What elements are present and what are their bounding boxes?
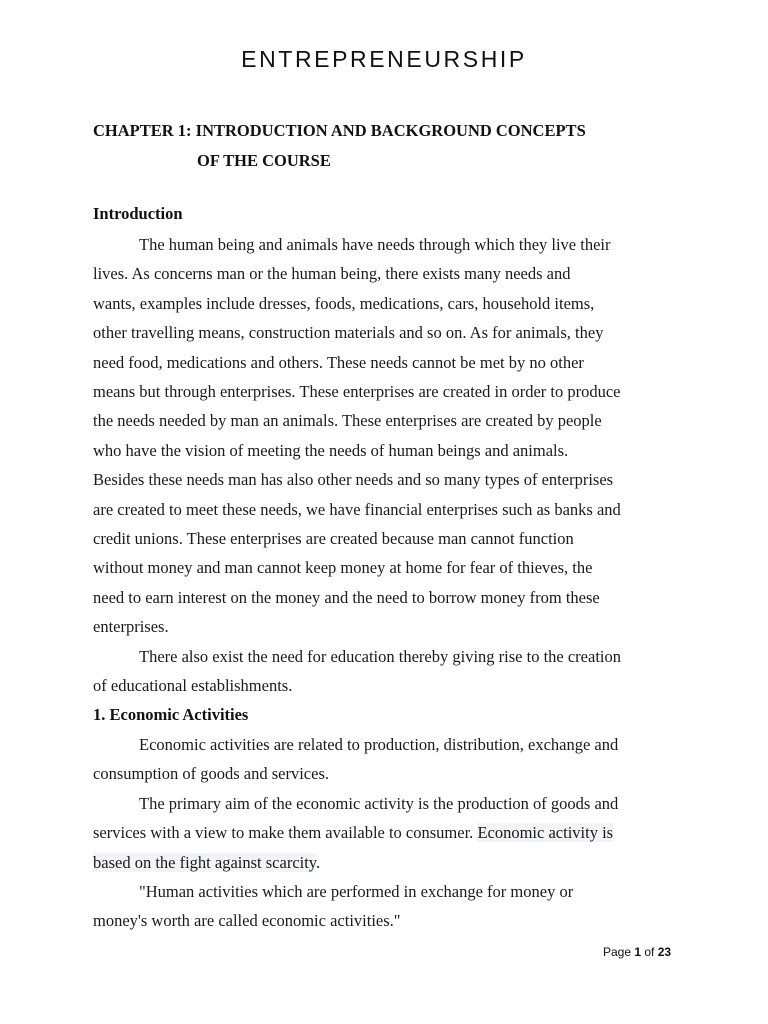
text-line: The human being and animals have needs through which they live their — [139, 235, 611, 254]
highlighted-text: based on the fight against scarcity — [93, 852, 316, 872]
text-line: wants, examples include dresses, foods, medications, cars, household items, — [93, 293, 595, 313]
text-line: need food, medications and others. These needs cannot be met by no other — [93, 352, 584, 372]
text-line: consumption of goods and services. — [93, 764, 330, 784]
text-line: Besides these needs man has also other needs and so many types of enterprises — [93, 470, 614, 490]
text-line: money's worth are called economic activities." — [93, 911, 401, 931]
introduction-heading: Introduction — [93, 204, 183, 223]
text-line: means but through enterprises. These enterprises are created in order to produce — [93, 382, 621, 402]
chapter-heading — [93, 116, 586, 175]
text-line: Economic activities are related to production, distribution, exchange and — [139, 735, 619, 754]
text-line: credit unions. These enterprises are created because man cannot function — [93, 529, 574, 549]
economic-activities-quote — [93, 877, 683, 936]
text-line: the needs needed by man an animals. These enterprises are created by people — [93, 411, 602, 431]
current-page-number: 1 — [634, 945, 642, 959]
chapter-heading-line-1: CHAPTER 1: INTRODUCTION AND BACKGROUND CONCEPTS — [93, 121, 586, 140]
chapter-heading-line-2: OF THE COURSE — [197, 150, 331, 170]
economic-activities-heading: 1. Economic Activities — [93, 705, 249, 724]
introduction-paragraph-2 — [93, 642, 683, 701]
text-line: services with a view to make them available to consumer. Economic activity is — [93, 823, 614, 843]
text-line: There also exist the need for education thereby giving rise to the creation — [139, 647, 621, 666]
highlighted-text: Economic activity is — [477, 823, 614, 843]
introduction-paragraph-1 — [93, 230, 683, 642]
text-line: The primary aim of the economic activity is the production of goods and — [139, 794, 619, 813]
text-line: other travelling means, construction materials and so on. As for animals, they — [93, 323, 604, 343]
text-line: lives. As concerns man or the human being, there exists many needs and — [93, 264, 571, 284]
total-page-count: 23 — [657, 945, 672, 959]
text-line: enterprises. — [93, 617, 169, 637]
text-line: need to earn interest on the money and the need to borrow money from these — [93, 587, 600, 607]
economic-activities-paragraph-2 — [93, 789, 683, 877]
text-line: based on the fight against scarcity. — [93, 852, 321, 872]
text-line: without money and man cannot keep money at home for fear of thieves, the — [93, 558, 593, 578]
text-line: are created to meet these needs, we have financial enterprises such as banks and — [93, 499, 621, 519]
economic-activities-paragraph-1 — [93, 730, 683, 789]
document-title: ENTREPRENEURSHIP — [241, 46, 527, 72]
text-line: "Human activities which are performed in exchange for money or — [139, 882, 574, 901]
text-line: of educational establishments. — [93, 676, 293, 696]
page-number-footer: Page 1 of 23 — [603, 945, 672, 959]
text-line: who have the vision of meeting the needs of human beings and animals. — [93, 440, 569, 460]
